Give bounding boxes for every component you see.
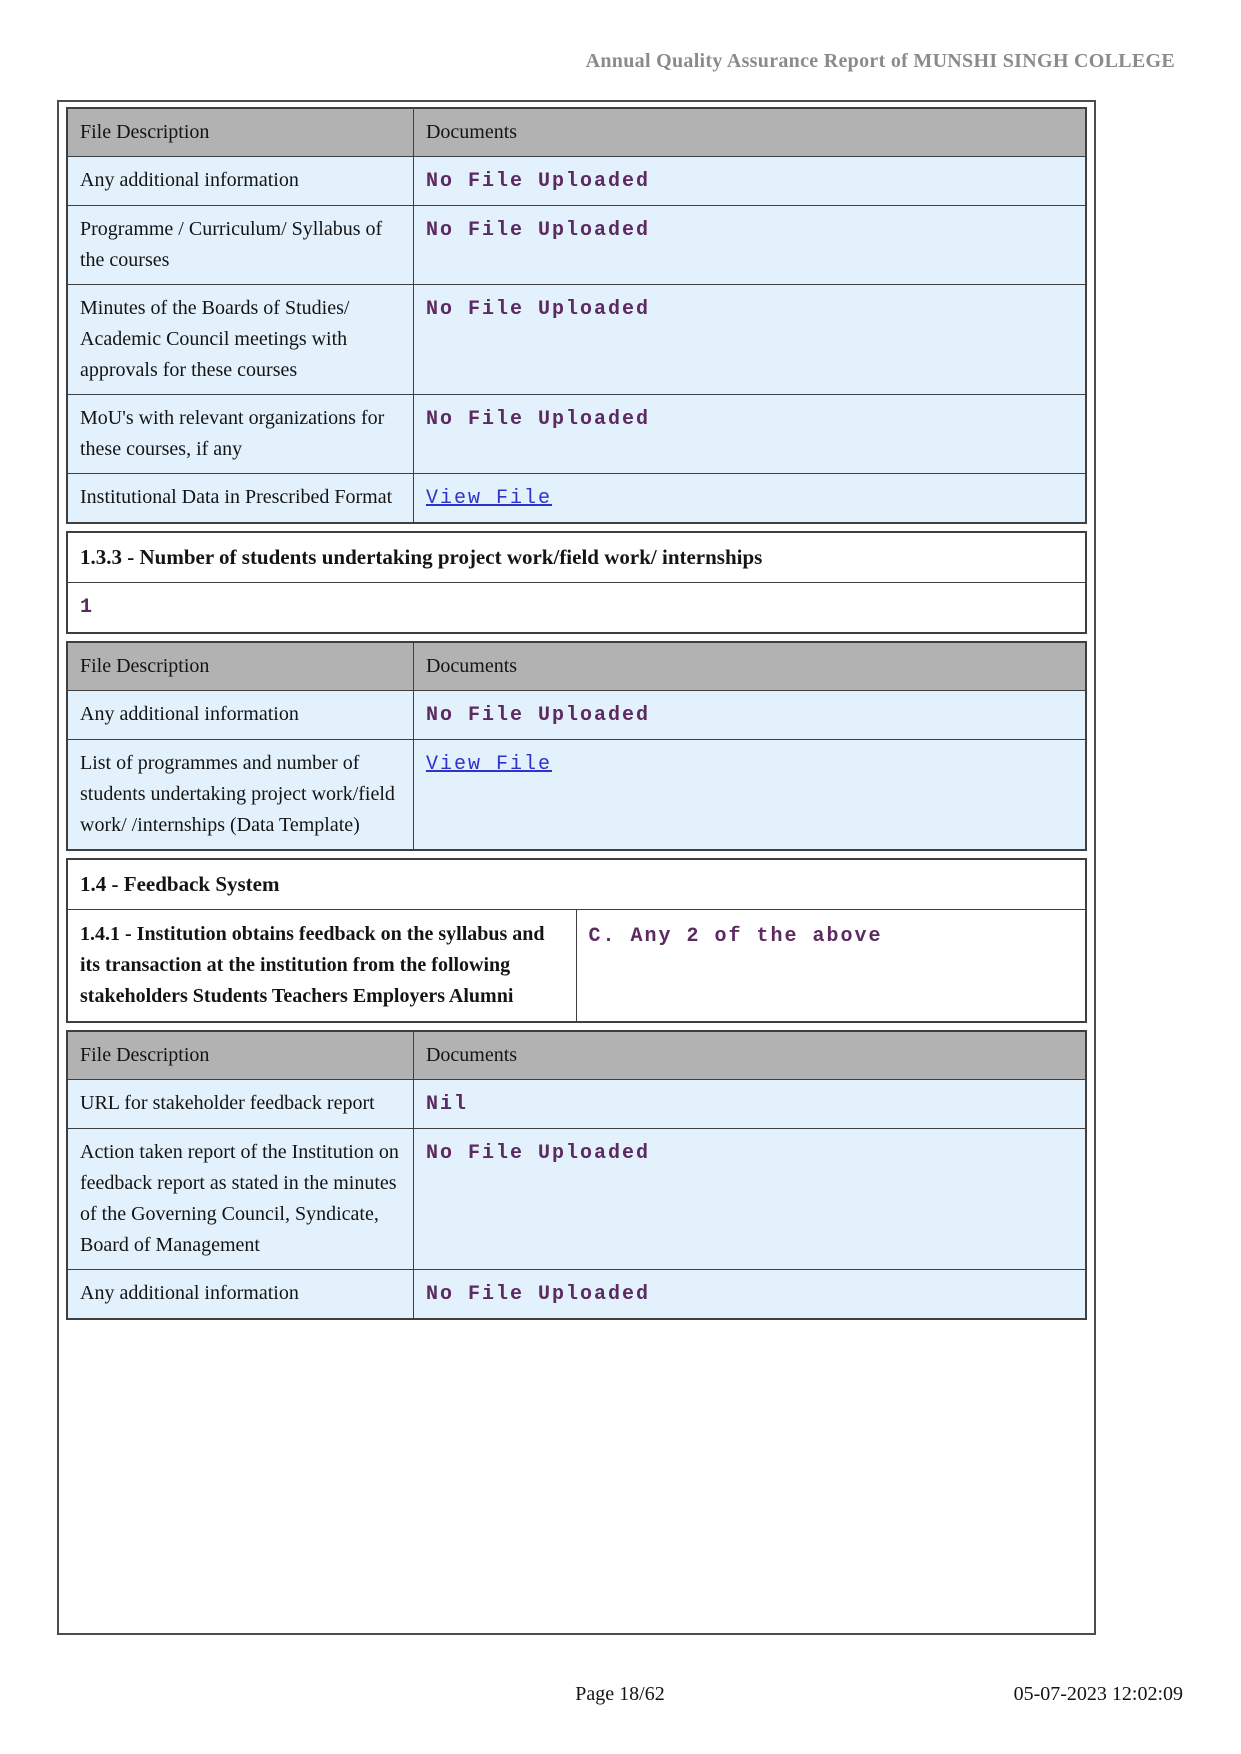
question-cell: 1.4.1 - Institution obtains feedback on the syllabus and its transaction at the institution from the following stakeholders Students Teachers Employers Alumni: [68, 910, 577, 1021]
answer-text: C. Any 2 of the above: [588, 925, 883, 948]
upload-status-text: No File Uploaded: [425, 1142, 650, 1165]
table-row: [67, 395, 1086, 474]
table-row: [67, 1080, 1086, 1129]
table-row: [67, 691, 1086, 740]
file-description-cell: Any additional information: [67, 691, 413, 740]
document-cell: [413, 157, 1086, 206]
column-header: Documents: [413, 642, 1086, 691]
file-table: [66, 1030, 1087, 1320]
page-number: Page 18/62: [575, 1683, 665, 1705]
answer-cell: [577, 910, 1086, 1021]
section-heading: 1.3.3 - Number of students undertaking project work/field work/ internships: [80, 545, 763, 569]
file-table: [66, 641, 1087, 851]
table-header-row: [67, 108, 1086, 157]
file-description-cell: Any additional information: [67, 157, 413, 206]
column-header: Documents: [413, 108, 1086, 157]
view-file-link[interactable]: View File: [425, 487, 552, 510]
qa-row: [68, 909, 1085, 1021]
column-header: File Description: [67, 1031, 413, 1080]
view-file-link[interactable]: View File: [425, 753, 552, 776]
qa-section: [66, 858, 1087, 1023]
document-cell: [413, 1080, 1086, 1129]
generation-timestamp: 05-07-2023 12:02:09: [1013, 1683, 1183, 1705]
section-heading: 1.4 - Feedback System: [80, 872, 280, 896]
file-description-cell: MoU's with relevant organizations for these courses, if any: [67, 395, 413, 474]
document-cell: [413, 1129, 1086, 1270]
file-description-cell: List of programmes and number of students undertaking project work/field work/ /internships (Data Template): [67, 740, 413, 851]
table-row: [67, 206, 1086, 285]
file-description-cell: URL for stakeholder feedback report: [67, 1080, 413, 1129]
metric-value: 1: [80, 596, 95, 619]
table-header-row: [67, 1031, 1086, 1080]
file-description-cell: Programme / Curriculum/ Syllabus of the courses: [67, 206, 413, 285]
column-header: File Description: [67, 108, 413, 157]
report-page-body: [57, 100, 1096, 1635]
upload-status-text: No File Uploaded: [425, 704, 650, 727]
file-description-cell: Action taken report of the Institution on feedback report as stated in the minutes of the Governing Council, Syndicate, Board of Management: [67, 1129, 413, 1270]
upload-status-text: No File Uploaded: [425, 408, 650, 431]
file-description-cell: Any additional information: [67, 1270, 413, 1320]
upload-status-text: No File Uploaded: [425, 170, 650, 193]
file-description-cell: Institutional Data in Prescribed Format: [67, 474, 413, 524]
table-row: [67, 157, 1086, 206]
metric-section: [66, 531, 1087, 634]
document-cell: [413, 691, 1086, 740]
file-description-cell: Minutes of the Boards of Studies/ Academic Council meetings with approvals for these courses: [67, 285, 413, 395]
report-header: [0, 0, 1241, 73]
table-row: [67, 1129, 1086, 1270]
report-title: Annual Quality Assurance Report of MUNSHI SINGH COLLEGE: [585, 50, 1175, 72]
page-footer: [57, 1683, 1183, 1713]
document-cell: [413, 740, 1086, 851]
upload-status-text: Nil: [425, 1093, 468, 1116]
table-row: [67, 740, 1086, 851]
document-cell: [413, 1270, 1086, 1320]
document-cell: [413, 285, 1086, 395]
metric-value-row: [68, 582, 1085, 632]
document-cell: [413, 206, 1086, 285]
document-cell: [413, 474, 1086, 524]
table-row: [67, 1270, 1086, 1320]
table-row: [67, 474, 1086, 524]
table-row: [67, 285, 1086, 395]
table-header-row: [67, 642, 1086, 691]
upload-status-text: No File Uploaded: [425, 1283, 650, 1306]
column-header: File Description: [67, 642, 413, 691]
file-table: [66, 107, 1087, 524]
column-header: Documents: [413, 1031, 1086, 1080]
upload-status-text: No File Uploaded: [425, 219, 650, 242]
upload-status-text: No File Uploaded: [425, 298, 650, 321]
document-cell: [413, 395, 1086, 474]
